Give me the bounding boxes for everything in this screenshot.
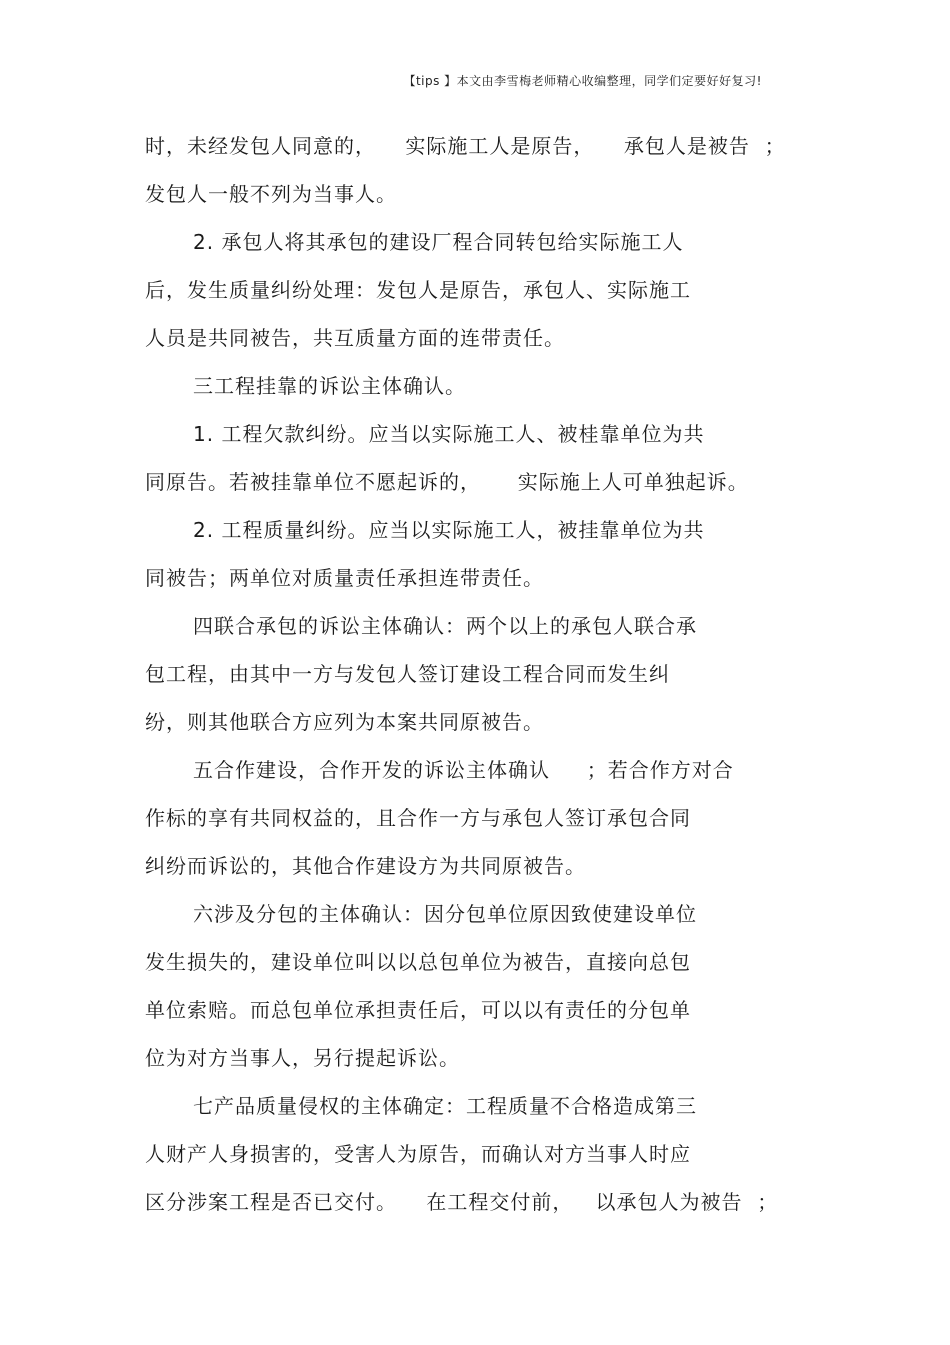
text-line: 同被告；两单位对质量责任承担连带责任。 xyxy=(145,566,544,590)
text-line: 五合作建设，合作开发的诉讼主体确认 ；若合作方对合 xyxy=(193,758,734,782)
text-line: 位为对方当事人，另行提起诉讼。 xyxy=(145,1046,460,1070)
text-line: 四联合承包的诉讼主体确认：两个以上的承包人联合承 xyxy=(193,614,697,638)
text-line: 人员是共同被告，共互质量方面的连带责任。 xyxy=(145,326,565,350)
text-line: 2. 工程质量纠纷。应当以实际施工人，被挂靠单位为共 xyxy=(193,518,705,542)
text-line: 同原告。若被挂靠单位不愿起诉的， 实际施上人可单独起诉。 xyxy=(145,470,749,494)
text-line: 七产品质量侵权的主体确定：工程质量不合格造成第三 xyxy=(193,1094,697,1118)
text-line: 后，发生质量纠纷处理：发包人是原告，承包人、实际施工 xyxy=(145,278,691,302)
text-line: 区分涉案工程是否已交付。 在工程交付前， 以承包人为被告 ； xyxy=(145,1190,779,1214)
text-line: 2. 承包人将其承包的建设厂程合同转包给实际施工人 xyxy=(193,230,684,254)
text-line: 六涉及分包的主体确认：因分包单位原因致使建设单位 xyxy=(193,902,697,926)
text-line: 纷，则其他联合方应列为本案共同原被告。 xyxy=(145,710,544,734)
header-tips-note: 【tips 】本文由李雪梅老师精心收编整理，同学们定要好好复习! xyxy=(403,74,762,88)
text-line: 发生损失的，建设单位叫以以总包单位为被告，直接向总包 xyxy=(145,950,691,974)
text-line: 作标的享有共同权益的，且合作一方与承包人签订承包合同 xyxy=(145,806,691,830)
text-line: 纠纷而诉讼的，其他合作建设方为共同原被告。 xyxy=(145,854,586,878)
text-line: 三工程挂靠的诉讼主体确认。 xyxy=(193,374,466,398)
text-line: 单位索赔。而总包单位承担责任后，可以以有责任的分包单 xyxy=(145,998,691,1022)
text-line: 1. 工程欠款纠纷。应当以实际施工人、被桂靠单位为共 xyxy=(193,422,705,446)
text-line: 发包人一般不列为当事人。 xyxy=(145,182,397,206)
text-line: 包工程，由其中一方与发包人签订建设工程合同而发生纠 xyxy=(145,662,670,686)
text-line: 时，未经发包人同意的， 实际施工人是原告， 承包人是被告 ； xyxy=(145,134,786,158)
text-line: 人财产人身损害的，受害人为原告，而确认对方当事人时应 xyxy=(145,1142,691,1166)
